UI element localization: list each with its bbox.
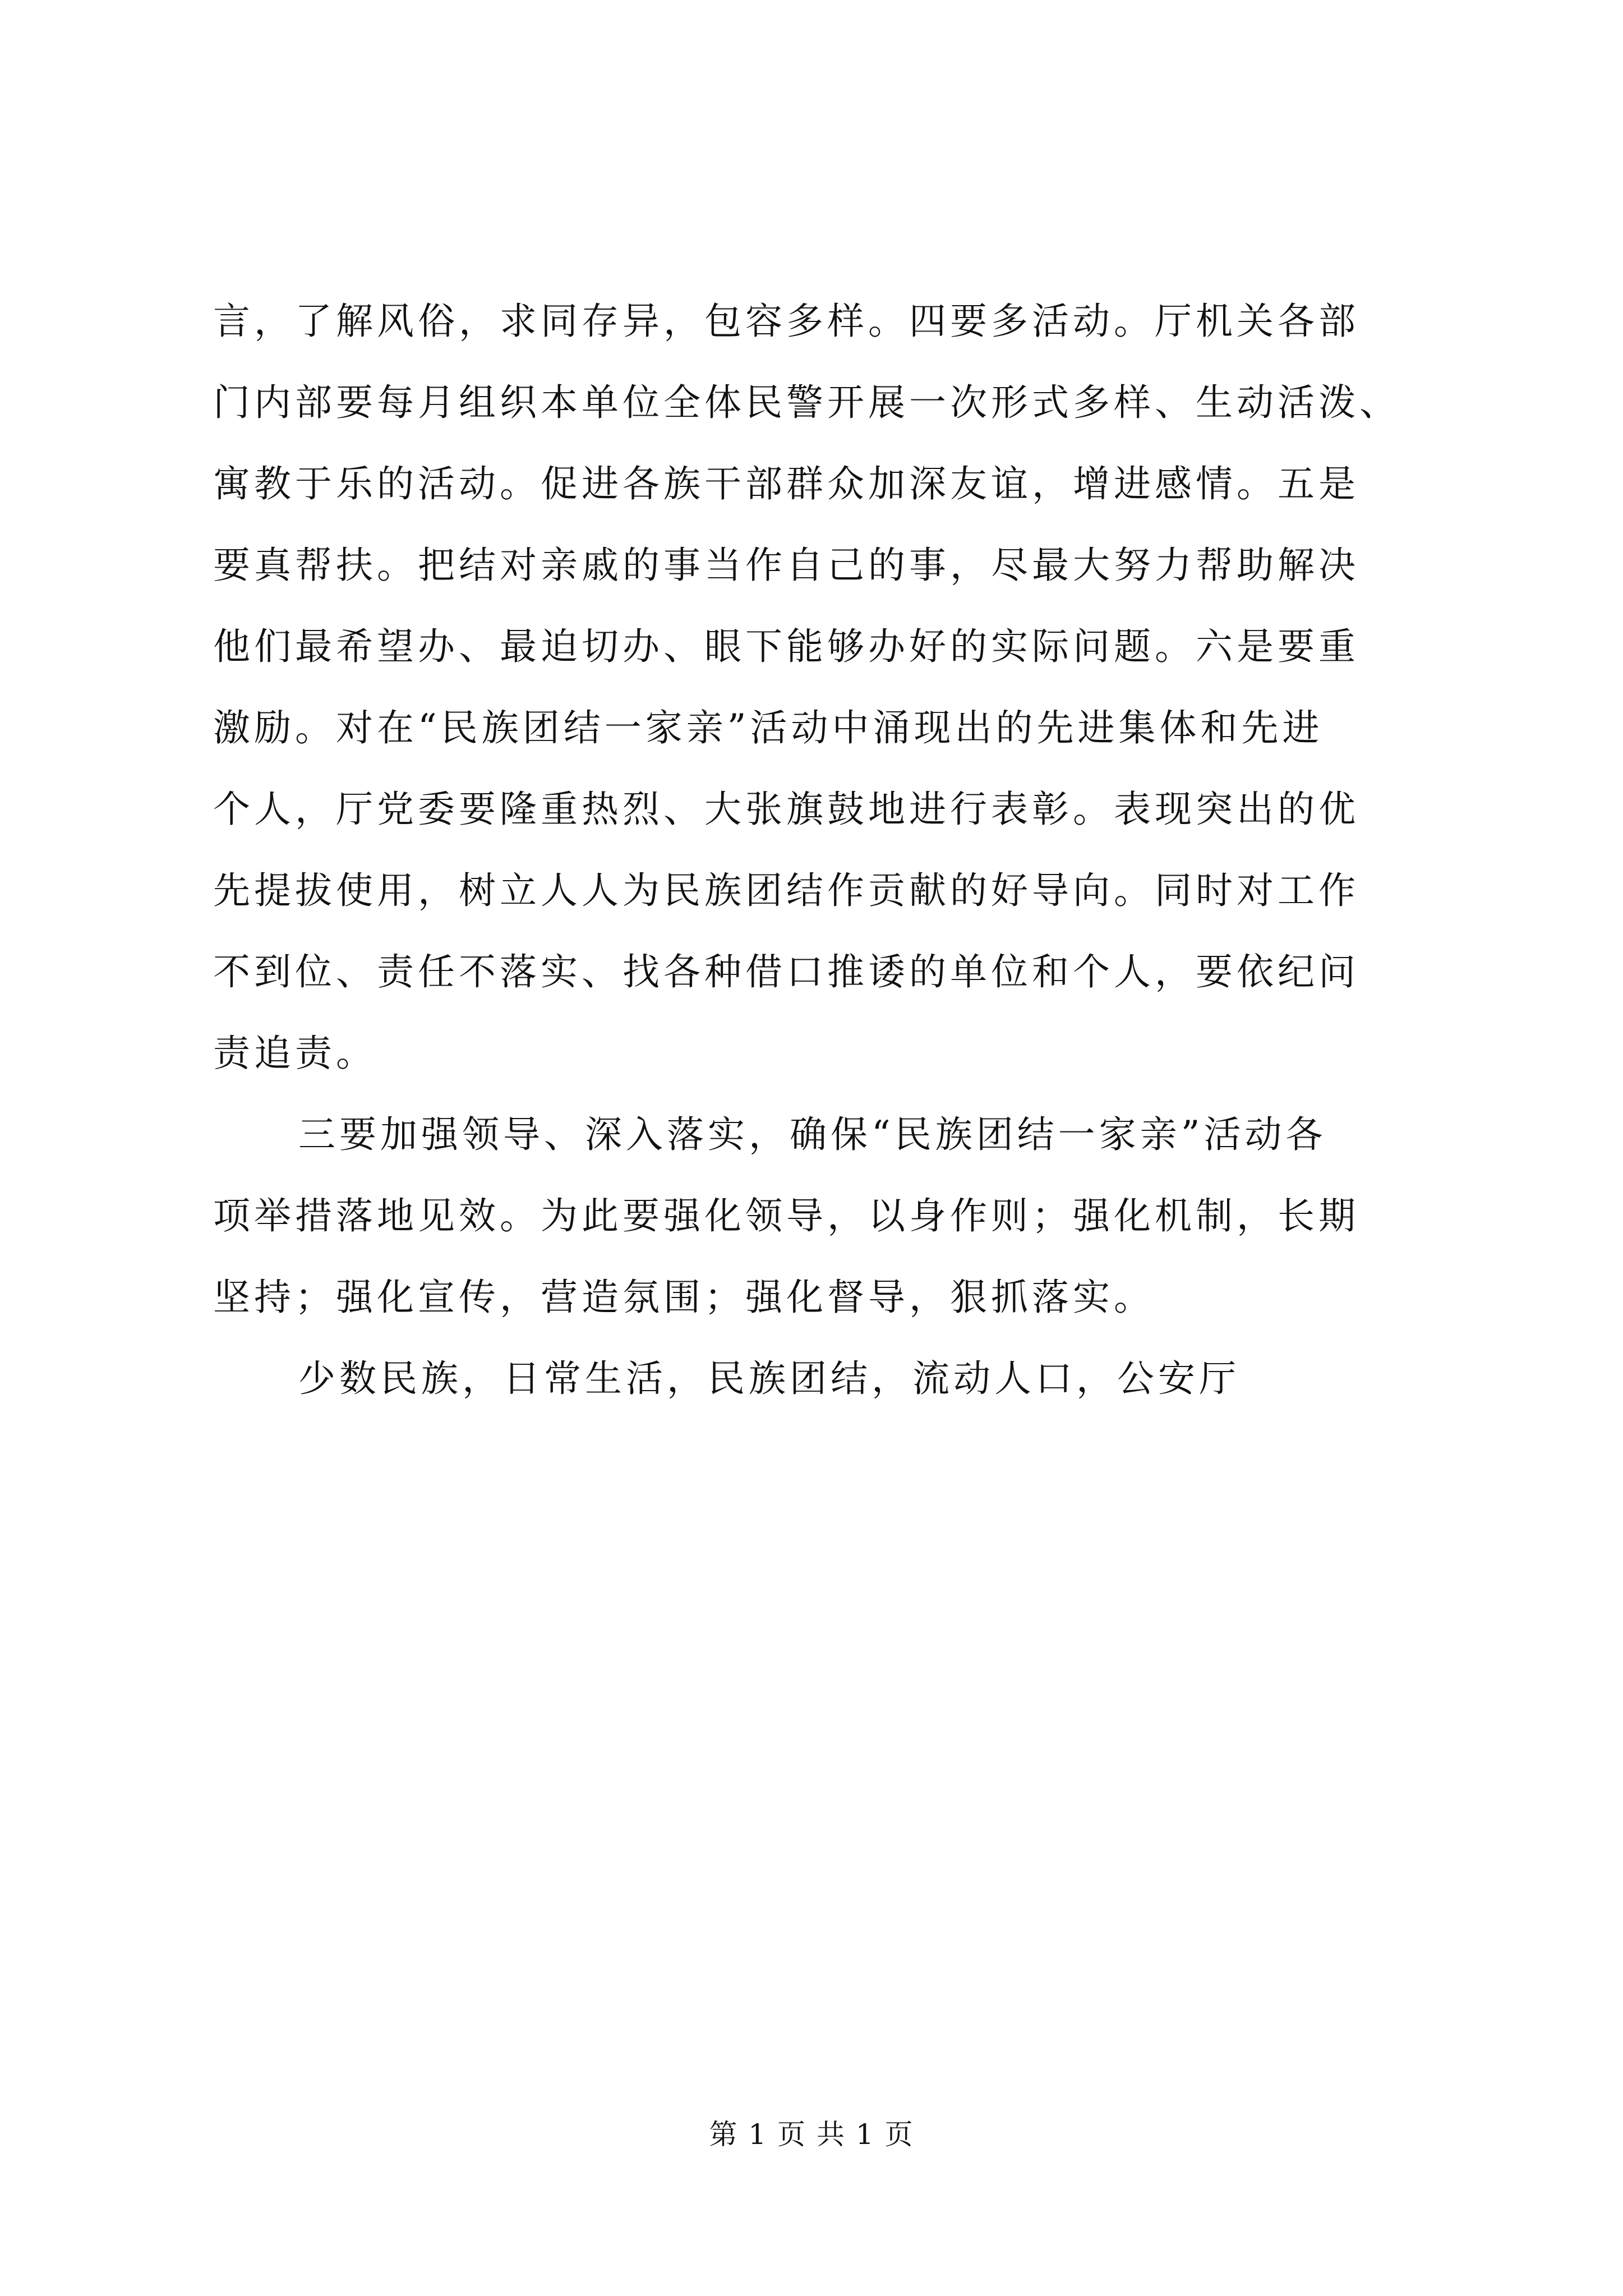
document-body — [213, 300, 1503, 1442]
paragraph-line: 不到位、责任不落实、找各种借口推诿的单位和个人，要依纪问 — [213, 950, 1359, 993]
paragraph-line: 个人，厅党委要隆重热烈、大张旗鼓地进行表彰。表现突出的优 — [213, 788, 1359, 831]
paragraph-line: 坚持；强化宣传，营造氛围；强化督导，狠抓落实。 — [213, 1276, 1155, 1319]
page-footer: 第 1 页 共 1 页 — [709, 2118, 914, 2151]
paragraph-line: 激励。对在“民族团结一家亲”活动中涌现出的先进集体和先进 — [213, 706, 1324, 749]
keywords-paragraph — [213, 1357, 1503, 1400]
paragraph-line: 门内部要每月组织本单位全体民警开展一次形式多样、生动活泼、 — [213, 381, 1400, 424]
paragraph-line: 三要加强领导、深入落实，确保“民族团结一家亲”活动各 — [298, 1113, 1327, 1156]
paragraph-2 — [213, 1113, 1503, 1319]
paragraph-line: 先提拔使用，树立人人为民族团结作贡献的好导向。同时对工作 — [213, 869, 1359, 912]
keywords-line: 少数民族，日常生活，民族团结，流动人口，公安厅 — [298, 1357, 1240, 1400]
paragraph-line: 要真帮扶。把结对亲戚的事当作自己的事，尽最大努力帮助解决 — [213, 544, 1359, 587]
paragraph-line: 项举措落地见效。为此要强化领导，以身作则；强化机制，长期 — [213, 1194, 1359, 1237]
paragraph-1 — [213, 300, 1503, 1075]
paragraph-line: 寓教于乐的活动。促进各族干部群众加深友谊，增进感情。五是 — [213, 462, 1359, 505]
paragraph-line: 他们最希望办、最迫切办、眼下能够办好的实际问题。六是要重 — [213, 625, 1359, 668]
paragraph-line: 言，了解风俗，求同存异，包容多样。四要多活动。厅机关各部 — [213, 300, 1359, 343]
paragraph-line: 责追责。 — [213, 1032, 377, 1075]
